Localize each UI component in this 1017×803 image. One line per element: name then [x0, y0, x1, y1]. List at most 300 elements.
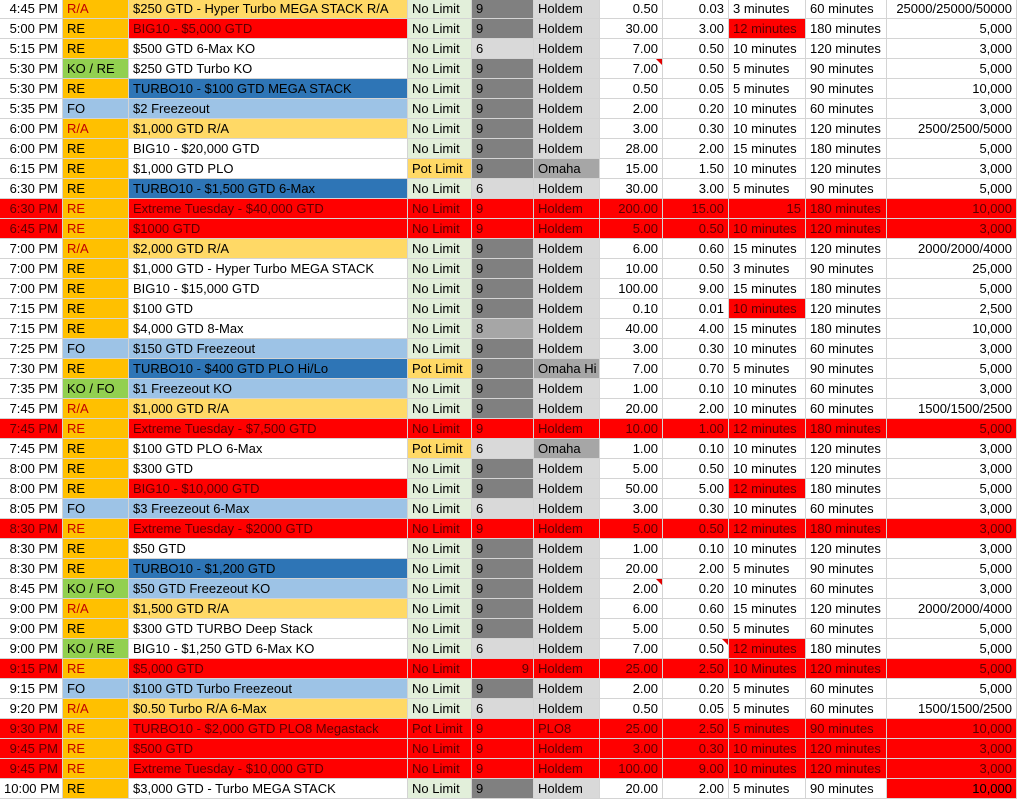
cell-limit[interactable]: No Limit	[408, 619, 472, 639]
cell-late[interactable]: 120 minutes	[806, 39, 887, 59]
cell-limit[interactable]: No Limit	[408, 599, 472, 619]
cell-buyin[interactable]: 7.00	[600, 359, 663, 379]
cell-late[interactable]: 60 minutes	[806, 0, 887, 19]
cell-stack[interactable]: 1500/1500/2500	[887, 699, 1017, 719]
cell-fee[interactable]: 15.00	[663, 199, 729, 219]
cell-stack[interactable]: 3,000	[887, 99, 1017, 119]
cell-seats[interactable]: 9	[472, 0, 534, 19]
cell-limit[interactable]: No Limit	[408, 579, 472, 599]
cell-time[interactable]: 8:30 PM	[0, 559, 63, 579]
cell-buyin[interactable]: 10.00	[600, 259, 663, 279]
cell-level[interactable]: 12 minutes	[729, 19, 806, 39]
cell-late[interactable]: 60 minutes	[806, 619, 887, 639]
cell-game[interactable]: Holdem	[534, 539, 600, 559]
cell-level[interactable]: 5 minutes	[729, 59, 806, 79]
cell-stack[interactable]: 5,000	[887, 679, 1017, 699]
cell-time[interactable]: 9:20 PM	[0, 699, 63, 719]
cell-seats[interactable]: 9	[472, 459, 534, 479]
cell-buyin[interactable]: 3.00	[600, 119, 663, 139]
cell-seats[interactable]: 9	[472, 139, 534, 159]
cell-type[interactable]: RE	[63, 559, 129, 579]
cell-name[interactable]: TURBO10 - $2,000 GTD PLO8 Megastack	[129, 719, 408, 739]
cell-stack[interactable]: 3,000	[887, 539, 1017, 559]
cell-limit[interactable]: Pot Limit	[408, 719, 472, 739]
cell-limit[interactable]: No Limit	[408, 259, 472, 279]
cell-limit[interactable]: No Limit	[408, 59, 472, 79]
cell-name[interactable]: Extreme Tuesday - $7,500 GTD	[129, 419, 408, 439]
cell-game[interactable]: Holdem	[534, 19, 600, 39]
cell-type[interactable]: FO	[63, 99, 129, 119]
cell-stack[interactable]: 3,000	[887, 579, 1017, 599]
cell-late[interactable]: 120 minutes	[806, 219, 887, 239]
cell-level[interactable]: 5 minutes	[729, 559, 806, 579]
cell-type[interactable]: RE	[63, 479, 129, 499]
cell-level[interactable]: 15 minutes	[729, 139, 806, 159]
cell-late[interactable]: 120 minutes	[806, 759, 887, 779]
cell-late[interactable]: 120 minutes	[806, 299, 887, 319]
cell-fee[interactable]: 0.50	[663, 219, 729, 239]
cell-level[interactable]: 5 minutes	[729, 619, 806, 639]
cell-fee[interactable]: 0.70	[663, 359, 729, 379]
cell-type[interactable]: RE	[63, 219, 129, 239]
cell-level[interactable]: 10 minutes	[729, 459, 806, 479]
cell-name[interactable]: $250 GTD - Hyper Turbo MEGA STACK R/A	[129, 0, 408, 19]
cell-limit[interactable]: No Limit	[408, 379, 472, 399]
cell-fee[interactable]: 0.30	[663, 119, 729, 139]
cell-level[interactable]: 10 minutes	[729, 759, 806, 779]
cell-buyin[interactable]: 5.00	[600, 519, 663, 539]
cell-name[interactable]: BIG10 - $1,250 GTD 6-Max KO	[129, 639, 408, 659]
cell-game[interactable]: PLO8	[534, 719, 600, 739]
cell-buyin[interactable]: 10.00	[600, 419, 663, 439]
cell-limit[interactable]: No Limit	[408, 659, 472, 679]
cell-name[interactable]: $300 GTD	[129, 459, 408, 479]
cell-buyin[interactable]: 50.00	[600, 479, 663, 499]
cell-stack[interactable]: 2500/2500/5000	[887, 119, 1017, 139]
cell-level[interactable]: 15 minutes	[729, 599, 806, 619]
cell-seats[interactable]: 9	[472, 59, 534, 79]
cell-late[interactable]: 180 minutes	[806, 199, 887, 219]
cell-level[interactable]: 15	[729, 199, 806, 219]
cell-seats[interactable]: 9	[472, 219, 534, 239]
cell-time[interactable]: 7:45 PM	[0, 439, 63, 459]
cell-time[interactable]: 10:00 PM	[0, 779, 63, 799]
cell-fee[interactable]: 0.50	[663, 519, 729, 539]
cell-late[interactable]: 60 minutes	[806, 339, 887, 359]
cell-time[interactable]: 7:45 PM	[0, 399, 63, 419]
cell-seats[interactable]: 9	[472, 239, 534, 259]
cell-seats[interactable]: 9	[472, 779, 534, 799]
cell-name[interactable]: $150 GTD Freezeout	[129, 339, 408, 359]
cell-name[interactable]: $3,000 GTD - Turbo MEGA STACK	[129, 779, 408, 799]
cell-type[interactable]: RE	[63, 359, 129, 379]
cell-time[interactable]: 7:15 PM	[0, 319, 63, 339]
cell-late[interactable]: 60 minutes	[806, 679, 887, 699]
cell-fee[interactable]: 2.50	[663, 659, 729, 679]
cell-buyin[interactable]: 30.00	[600, 179, 663, 199]
cell-type[interactable]: FO	[63, 679, 129, 699]
cell-type[interactable]: FO	[63, 339, 129, 359]
cell-game[interactable]: Holdem	[534, 179, 600, 199]
cell-type[interactable]: RE	[63, 179, 129, 199]
cell-time[interactable]: 5:15 PM	[0, 39, 63, 59]
cell-stack[interactable]: 3,000	[887, 439, 1017, 459]
cell-buyin[interactable]: 0.50	[600, 79, 663, 99]
cell-game[interactable]: Holdem	[534, 79, 600, 99]
cell-stack[interactable]: 5,000	[887, 179, 1017, 199]
cell-level[interactable]: 3 minutes	[729, 259, 806, 279]
cell-limit[interactable]: No Limit	[408, 39, 472, 59]
cell-time[interactable]: 5:30 PM	[0, 59, 63, 79]
cell-name[interactable]: BIG10 - $5,000 GTD	[129, 19, 408, 39]
cell-game[interactable]: Holdem	[534, 639, 600, 659]
cell-fee[interactable]: 2.50	[663, 719, 729, 739]
cell-game[interactable]: Omaha	[534, 439, 600, 459]
cell-game[interactable]: Holdem	[534, 339, 600, 359]
cell-game[interactable]: Holdem	[534, 279, 600, 299]
cell-limit[interactable]: Pot Limit	[408, 159, 472, 179]
cell-stack[interactable]: 5,000	[887, 639, 1017, 659]
cell-buyin[interactable]: 7.00	[600, 59, 663, 79]
cell-limit[interactable]: No Limit	[408, 539, 472, 559]
cell-game[interactable]: Holdem	[534, 39, 600, 59]
cell-buyin[interactable]: 100.00	[600, 279, 663, 299]
cell-fee[interactable]: 0.50	[663, 39, 729, 59]
cell-level[interactable]: 5 minutes	[729, 779, 806, 799]
cell-buyin[interactable]: 30.00	[600, 19, 663, 39]
cell-time[interactable]: 5:00 PM	[0, 19, 63, 39]
cell-seats[interactable]: 9	[472, 539, 534, 559]
cell-level[interactable]: 10 minutes	[729, 399, 806, 419]
cell-fee[interactable]: 4.00	[663, 319, 729, 339]
cell-seats[interactable]: 9	[472, 19, 534, 39]
cell-level[interactable]: 10 minutes	[729, 339, 806, 359]
cell-name[interactable]: $5,000 GTD	[129, 659, 408, 679]
cell-stack[interactable]: 10,000	[887, 79, 1017, 99]
cell-type[interactable]: RE	[63, 19, 129, 39]
cell-level[interactable]: 12 minutes	[729, 519, 806, 539]
cell-stack[interactable]: 5,000	[887, 619, 1017, 639]
cell-buyin[interactable]: 25.00	[600, 659, 663, 679]
cell-buyin[interactable]: 2.00	[600, 679, 663, 699]
cell-game[interactable]: Holdem	[534, 779, 600, 799]
cell-seats[interactable]: 9	[472, 599, 534, 619]
cell-buyin[interactable]: 20.00	[600, 399, 663, 419]
cell-level[interactable]: 15 minutes	[729, 279, 806, 299]
cell-late[interactable]: 90 minutes	[806, 179, 887, 199]
cell-name[interactable]: $1 Freezeout KO	[129, 379, 408, 399]
cell-game[interactable]: Holdem	[534, 479, 600, 499]
cell-level[interactable]: 10 minutes	[729, 439, 806, 459]
cell-buyin[interactable]: 200.00	[600, 199, 663, 219]
cell-limit[interactable]: No Limit	[408, 319, 472, 339]
cell-game[interactable]: Holdem	[534, 199, 600, 219]
cell-fee[interactable]: 1.50	[663, 159, 729, 179]
cell-time[interactable]: 6:15 PM	[0, 159, 63, 179]
cell-time[interactable]: 9:15 PM	[0, 679, 63, 699]
cell-time[interactable]: 8:05 PM	[0, 499, 63, 519]
cell-limit[interactable]: No Limit	[408, 199, 472, 219]
cell-seats[interactable]: 9	[472, 399, 534, 419]
cell-fee[interactable]: 0.05	[663, 79, 729, 99]
cell-buyin[interactable]: 5.00	[600, 219, 663, 239]
cell-seats[interactable]: 9	[472, 519, 534, 539]
cell-stack[interactable]: 10,000	[887, 199, 1017, 219]
cell-limit[interactable]: No Limit	[408, 0, 472, 19]
cell-seats[interactable]: 9	[472, 199, 534, 219]
cell-time[interactable]: 5:30 PM	[0, 79, 63, 99]
cell-fee[interactable]: 0.50	[663, 459, 729, 479]
cell-name[interactable]: $1,000 GTD - Hyper Turbo MEGA STACK	[129, 259, 408, 279]
cell-game[interactable]: Holdem	[534, 219, 600, 239]
cell-game[interactable]: Holdem	[534, 419, 600, 439]
cell-stack[interactable]: 25000/25000/50000	[887, 0, 1017, 19]
cell-late[interactable]: 120 minutes	[806, 539, 887, 559]
cell-seats[interactable]: 6	[472, 499, 534, 519]
cell-seats[interactable]: 9	[472, 479, 534, 499]
cell-fee[interactable]: 0.01	[663, 299, 729, 319]
cell-limit[interactable]: No Limit	[408, 179, 472, 199]
cell-limit[interactable]: Pot Limit	[408, 359, 472, 379]
cell-type[interactable]: FO	[63, 499, 129, 519]
cell-buyin[interactable]: 3.00	[600, 739, 663, 759]
cell-buyin[interactable]: 3.00	[600, 339, 663, 359]
cell-name[interactable]: TURBO10 - $100 GTD MEGA STACK	[129, 79, 408, 99]
cell-game[interactable]: Holdem	[534, 319, 600, 339]
cell-limit[interactable]: Pot Limit	[408, 439, 472, 459]
cell-fee[interactable]: 0.50	[663, 259, 729, 279]
cell-seats[interactable]: 9	[472, 419, 534, 439]
cell-seats[interactable]: 9	[472, 579, 534, 599]
cell-time[interactable]: 8:00 PM	[0, 459, 63, 479]
cell-buyin[interactable]: 20.00	[600, 779, 663, 799]
cell-seats[interactable]: 8	[472, 319, 534, 339]
cell-level[interactable]: 15 minutes	[729, 319, 806, 339]
cell-stack[interactable]: 3,000	[887, 379, 1017, 399]
cell-name[interactable]: $1,000 GTD R/A	[129, 399, 408, 419]
cell-type[interactable]: RE	[63, 279, 129, 299]
cell-stack[interactable]: 5,000	[887, 559, 1017, 579]
cell-seats[interactable]: 9	[472, 279, 534, 299]
cell-type[interactable]: RE	[63, 739, 129, 759]
cell-type[interactable]: R/A	[63, 239, 129, 259]
cell-seats[interactable]: 9	[472, 259, 534, 279]
cell-name[interactable]: TURBO10 - $1,500 GTD 6-Max	[129, 179, 408, 199]
cell-stack[interactable]: 5,000	[887, 279, 1017, 299]
cell-name[interactable]: $250 GTD Turbo KO	[129, 59, 408, 79]
cell-time[interactable]: 7:25 PM	[0, 339, 63, 359]
cell-type[interactable]: RE	[63, 259, 129, 279]
cell-stack[interactable]: 3,000	[887, 759, 1017, 779]
cell-type[interactable]: R/A	[63, 119, 129, 139]
cell-level[interactable]: 12 minutes	[729, 419, 806, 439]
cell-late[interactable]: 180 minutes	[806, 279, 887, 299]
cell-time[interactable]: 7:35 PM	[0, 379, 63, 399]
cell-late[interactable]: 60 minutes	[806, 699, 887, 719]
cell-late[interactable]: 90 minutes	[806, 779, 887, 799]
cell-game[interactable]: Holdem	[534, 239, 600, 259]
cell-level[interactable]: 10 minutes	[729, 99, 806, 119]
cell-name[interactable]: Extreme Tuesday - $10,000 GTD	[129, 759, 408, 779]
cell-seats[interactable]: 6	[472, 39, 534, 59]
cell-type[interactable]: RE	[63, 299, 129, 319]
cell-late[interactable]: 180 minutes	[806, 319, 887, 339]
cell-fee[interactable]: 0.10	[663, 439, 729, 459]
cell-time[interactable]: 6:30 PM	[0, 199, 63, 219]
cell-game[interactable]: Holdem	[534, 379, 600, 399]
cell-game[interactable]: Holdem	[534, 119, 600, 139]
cell-fee[interactable]: 0.20	[663, 679, 729, 699]
cell-name[interactable]: $500 GTD 6-Max KO	[129, 39, 408, 59]
cell-fee[interactable]: 0.20	[663, 99, 729, 119]
cell-stack[interactable]: 5,000	[887, 19, 1017, 39]
cell-limit[interactable]: No Limit	[408, 759, 472, 779]
cell-late[interactable]: 90 minutes	[806, 59, 887, 79]
cell-type[interactable]: RE	[63, 439, 129, 459]
cell-time[interactable]: 9:00 PM	[0, 599, 63, 619]
cell-type[interactable]: RE	[63, 319, 129, 339]
cell-limit[interactable]: No Limit	[408, 339, 472, 359]
cell-game[interactable]: Omaha	[534, 159, 600, 179]
cell-time[interactable]: 8:30 PM	[0, 519, 63, 539]
cell-time[interactable]: 9:30 PM	[0, 719, 63, 739]
cell-time[interactable]: 8:30 PM	[0, 539, 63, 559]
cell-late[interactable]: 60 minutes	[806, 579, 887, 599]
cell-limit[interactable]: No Limit	[408, 679, 472, 699]
cell-fee[interactable]: 0.50	[663, 639, 729, 659]
cell-level[interactable]: 10 Minutes	[729, 659, 806, 679]
cell-fee[interactable]: 0.30	[663, 339, 729, 359]
cell-type[interactable]: RE	[63, 39, 129, 59]
cell-type[interactable]: RE	[63, 199, 129, 219]
cell-limit[interactable]: No Limit	[408, 519, 472, 539]
cell-game[interactable]: Holdem	[534, 259, 600, 279]
cell-game[interactable]: Holdem	[534, 99, 600, 119]
cell-seats[interactable]: 9	[472, 619, 534, 639]
cell-level[interactable]: 12 minutes	[729, 639, 806, 659]
cell-fee[interactable]: 0.60	[663, 239, 729, 259]
cell-fee[interactable]: 2.00	[663, 779, 729, 799]
cell-buyin[interactable]: 5.00	[600, 459, 663, 479]
cell-seats[interactable]: 9	[472, 79, 534, 99]
cell-name[interactable]: $1,000 GTD PLO	[129, 159, 408, 179]
cell-name[interactable]: $500 GTD	[129, 739, 408, 759]
cell-late[interactable]: 60 minutes	[806, 399, 887, 419]
cell-buyin[interactable]: 2.00	[600, 579, 663, 599]
cell-fee[interactable]: 9.00	[663, 759, 729, 779]
cell-late[interactable]: 180 minutes	[806, 519, 887, 539]
cell-time[interactable]: 7:00 PM	[0, 239, 63, 259]
cell-name[interactable]: $100 GTD PLO 6-Max	[129, 439, 408, 459]
cell-limit[interactable]: No Limit	[408, 139, 472, 159]
cell-fee[interactable]: 0.30	[663, 499, 729, 519]
cell-time[interactable]: 7:45 PM	[0, 419, 63, 439]
cell-time[interactable]: 4:45 PM	[0, 0, 63, 19]
cell-buyin[interactable]: 20.00	[600, 559, 663, 579]
cell-stack[interactable]: 3,000	[887, 159, 1017, 179]
cell-limit[interactable]: No Limit	[408, 219, 472, 239]
cell-late[interactable]: 90 minutes	[806, 79, 887, 99]
cell-time[interactable]: 9:45 PM	[0, 759, 63, 779]
cell-type[interactable]: KO / RE	[63, 639, 129, 659]
cell-time[interactable]: 7:30 PM	[0, 359, 63, 379]
cell-fee[interactable]: 9.00	[663, 279, 729, 299]
cell-time[interactable]: 6:45 PM	[0, 219, 63, 239]
cell-game[interactable]: Holdem	[534, 499, 600, 519]
cell-buyin[interactable]: 15.00	[600, 159, 663, 179]
cell-type[interactable]: KO / FO	[63, 579, 129, 599]
cell-seats[interactable]: 9	[472, 119, 534, 139]
cell-buyin[interactable]: 1.00	[600, 439, 663, 459]
cell-fee[interactable]: 0.03	[663, 0, 729, 19]
cell-seats[interactable]: 9	[472, 339, 534, 359]
cell-seats[interactable]: 9	[472, 559, 534, 579]
cell-fee[interactable]: 0.20	[663, 579, 729, 599]
cell-seats[interactable]: 9	[472, 679, 534, 699]
cell-stack[interactable]: 5,000	[887, 659, 1017, 679]
cell-fee[interactable]: 3.00	[663, 179, 729, 199]
cell-game[interactable]: Holdem	[534, 559, 600, 579]
cell-name[interactable]: $100 GTD Turbo Freezeout	[129, 679, 408, 699]
cell-stack[interactable]: 10,000	[887, 719, 1017, 739]
cell-late[interactable]: 120 minutes	[806, 239, 887, 259]
cell-late[interactable]: 90 minutes	[806, 259, 887, 279]
cell-type[interactable]: KO / RE	[63, 59, 129, 79]
cell-stack[interactable]: 3,000	[887, 739, 1017, 759]
cell-seats[interactable]: 6	[472, 699, 534, 719]
cell-fee[interactable]: 0.05	[663, 699, 729, 719]
cell-stack[interactable]: 2,500	[887, 299, 1017, 319]
cell-game[interactable]: Holdem	[534, 59, 600, 79]
cell-time[interactable]: 6:30 PM	[0, 179, 63, 199]
cell-buyin[interactable]: 0.50	[600, 699, 663, 719]
cell-time[interactable]: 5:35 PM	[0, 99, 63, 119]
cell-limit[interactable]: No Limit	[408, 499, 472, 519]
cell-name[interactable]: $50 GTD Freezeout KO	[129, 579, 408, 599]
cell-time[interactable]: 9:00 PM	[0, 639, 63, 659]
cell-seats[interactable]: 9	[472, 299, 534, 319]
cell-name[interactable]: BIG10 - $20,000 GTD	[129, 139, 408, 159]
cell-time[interactable]: 9:15 PM	[0, 659, 63, 679]
cell-type[interactable]: RE	[63, 619, 129, 639]
cell-late[interactable]: 60 minutes	[806, 499, 887, 519]
cell-level[interactable]: 12 minutes	[729, 479, 806, 499]
cell-stack[interactable]: 2000/2000/4000	[887, 239, 1017, 259]
cell-level[interactable]: 5 minutes	[729, 719, 806, 739]
cell-buyin[interactable]: 6.00	[600, 599, 663, 619]
cell-late[interactable]: 120 minutes	[806, 659, 887, 679]
cell-limit[interactable]: No Limit	[408, 239, 472, 259]
cell-late[interactable]: 60 minutes	[806, 379, 887, 399]
cell-level[interactable]: 15 minutes	[729, 239, 806, 259]
cell-name[interactable]: $1000 GTD	[129, 219, 408, 239]
cell-seats[interactable]: 9	[472, 159, 534, 179]
cell-limit[interactable]: No Limit	[408, 639, 472, 659]
cell-game[interactable]: Holdem	[534, 139, 600, 159]
cell-type[interactable]: R/A	[63, 599, 129, 619]
cell-game[interactable]: Holdem	[534, 599, 600, 619]
cell-level[interactable]: 5 minutes	[729, 79, 806, 99]
cell-level[interactable]: 10 minutes	[729, 39, 806, 59]
cell-stack[interactable]: 10,000	[887, 319, 1017, 339]
cell-seats[interactable]: 6	[472, 439, 534, 459]
cell-name[interactable]: BIG10 - $15,000 GTD	[129, 279, 408, 299]
cell-buyin[interactable]: 6.00	[600, 239, 663, 259]
cell-stack[interactable]: 5,000	[887, 139, 1017, 159]
cell-limit[interactable]: No Limit	[408, 739, 472, 759]
cell-late[interactable]: 180 minutes	[806, 419, 887, 439]
cell-name[interactable]: $100 GTD	[129, 299, 408, 319]
